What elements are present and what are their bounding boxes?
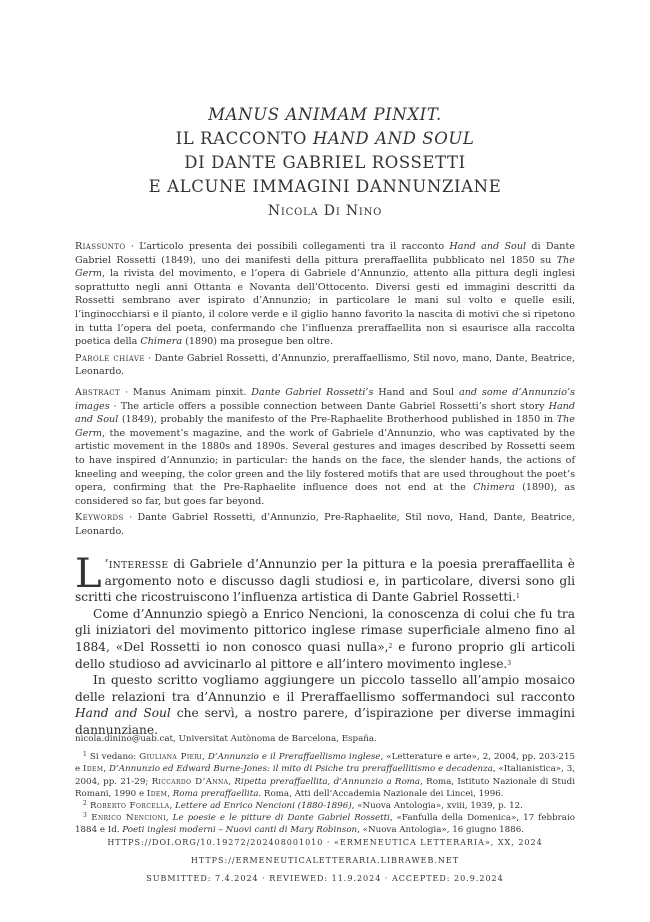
submission-dates: SUBMITTED: 7.4.2024 · REVIEWED: 11.9.2024 · ACCEPTED: 20.9.2024: [146, 874, 504, 883]
footnote-work: D’Annunzio e il Preraffaellismo inglese: [207, 752, 381, 763]
title-line-2-roman: IL RACCONTO: [175, 129, 313, 148]
footnote-number: 3: [83, 812, 87, 820]
footnote-work: Ripetta preraffaellita, d’Annunzio a Roma: [234, 776, 421, 787]
body-paragraph-2-text-b: e furono proprio gli articoli dello studioso ad avvicinarlo al pittore e all’intero movimento inglese.: [75, 639, 575, 671]
footnote-text: ,: [103, 764, 109, 775]
parole-chiave-text: · Dante Gabriel Rossetti, d’Annunzio, preraffaellismo, Stil novo, mano, Dante, Beatrice, Leonardo.: [75, 352, 575, 378]
riassunto-text: , la rivista del movimento, e l’opera di Gabriele d’Annunzio, attento alla pittura degli inglesi soprattutto negli anni Ottanta e Novanta dell’Ottocento. Diversi gesti ed immagini descritti da Rossetti sembrano aver ispirato d’Annunzio; in particolare le mani sul volto e quelle esili, l’inginocchiarsi e il pianto, il colore verde e il giglio hanno favorito la nascita di motivi che si ripetono in tutta l’opera del poeta, confermando che l’influenza preraffaellita non si esaurisce alla raccolta poetica della: [75, 268, 575, 348]
keywords-text: · Dante Gabriel Rossetti, d’Annunzio, Pre-Raphaelite, Stil novo, Hand, Dante, Beatrice, Leonardo.: [75, 512, 575, 537]
riassunto-text: (1890) ma prosegue ben oltre.: [182, 336, 334, 348]
keywords-label: Keywords: [75, 512, 124, 524]
footnote-number: 1: [83, 751, 87, 759]
footnote-text: . Roma, Atti dell’Accademia Nazionale dei Lincei, 1996.: [258, 788, 504, 799]
article-title: [0, 103, 650, 199]
author-email: nicola.dinino@uab.cat, Universitat Autònoma de Barcelona, España.: [75, 734, 377, 744]
abstract-text: (1890), as considered so far, but goes far beyond.: [75, 482, 575, 507]
footnote-work: Roma preraffaellita: [172, 788, 259, 799]
abstract-italic: Hand and Soul: [75, 400, 575, 426]
footnote-text: ,: [169, 801, 176, 812]
body-paragraph-2: [75, 606, 575, 672]
riassunto-text: di Dante Gabriel Rossetti (1849), uno dei manifesti della pittura preraffaellita pubblicato nel 1850 su: [75, 241, 576, 266]
footnote-author: Roberto Forcella: [86, 801, 170, 812]
riassunto-italic: Chimera: [140, 336, 183, 348]
footnote-text: , «Italianistica», 3, 2004, pp. 21-29;: [75, 764, 575, 787]
footnote-author: Enrico Nencioni: [86, 813, 166, 824]
riassunto-italic: Hand and Soul: [449, 241, 527, 252]
doi-line[interactable]: HTTPS://DOI.ORG/10.19272/202408001010 · «ERMENEUTICA LETTERARIA», XX, 2024: [107, 838, 543, 847]
footnote-ref-1[interactable]: 1: [516, 593, 520, 601]
keywords-paragraph: [75, 511, 575, 538]
footnote-author: Riccardo D’Anna: [151, 776, 229, 787]
footnote-text: ,: [165, 813, 173, 824]
footnote-number: 2: [83, 800, 87, 808]
title-line-3: DI DANTE GABRIEL ROSSETTI: [184, 153, 466, 172]
footnote-text: , «Fanfulla della Domenica», 17 febbraio 1884 e Id.: [75, 813, 575, 836]
body-text: [75, 551, 575, 739]
footnote-work: Lettere ad Enrico Nencioni (1880-1896): [175, 801, 352, 812]
riassunto-label: Riassunto: [75, 241, 126, 252]
english-abstract: [75, 386, 575, 539]
footnotes: [75, 733, 575, 837]
journal-url[interactable]: HTTPS://ERMENEUTICALETTERARIA.LIBRAWEB.NET: [190, 856, 460, 865]
abstract-italic: Chimera: [473, 482, 515, 494]
footnote-work: Le poesie e le pitture di Dante Gabriel Rossetti: [172, 813, 390, 824]
drop-cap: L: [75, 551, 102, 597]
lead-small-caps: ’interesse: [104, 557, 169, 571]
title-line-2: [0, 127, 650, 151]
footnote-3: [75, 812, 575, 836]
footnote-text: ,: [202, 752, 208, 763]
body-paragraph-3: [75, 672, 575, 738]
parole-chiave-label: Parole chiave: [75, 352, 145, 364]
footnote-ref-3[interactable]: 3: [507, 659, 512, 667]
footnote-text: ,: [167, 788, 173, 799]
parole-chiave-paragraph: [75, 352, 575, 379]
footnote-work: Poeti inglesi moderni – Nuovi canti di Mary Robinson: [122, 825, 358, 836]
italian-abstract: [75, 240, 575, 379]
body-paragraph-2-text: Come d’Annunzio spiegò a Enrico Nencioni, la conoscenza di colui che fu tra gli iniziatori del movimento pittorico inglese rimase superficiale almeno fino al 1884, «Del Rossetti io non conosco quasi nulla»,: [75, 606, 575, 654]
abstract-italic: Dante Gabriel Rossetti’s: [251, 387, 374, 398]
footnote-text: , «Nuova Antologia», xviii, 1939, p. 12.: [351, 801, 523, 812]
footnote-text: , «Letterature e arte», 2, 2004, pp. 203-215 e: [75, 752, 576, 775]
footnote-1: [75, 751, 575, 800]
author-name: Nicola Di Nino: [267, 203, 383, 219]
abstract-paragraph: [75, 386, 575, 508]
body-paragraph-3-text-b: che servì, a nostro parere, d’ispirazione per diverse immagini dannunziane.: [75, 706, 575, 737]
footnote-ref-2[interactable]: 2: [388, 642, 393, 650]
abstract-text: (1849), probably the manifesto of the Pre-Raphaelite Brotherhood published in 1850 in: [118, 414, 557, 426]
abstract-label: Abstract: [75, 387, 121, 398]
riassunto-italic: The Germ: [75, 254, 575, 280]
body-paragraph-3-italic: Hand and Soul: [75, 706, 171, 721]
title-line-1: MANUS ANIMAM PINXIT.: [208, 105, 442, 124]
abstract-text: · Manus Animam pinxit.: [120, 387, 252, 398]
body-paragraph-1: [75, 551, 575, 606]
footnote-text: , Roma, Istituto Nazionale di Studi Romani, 1990 e: [75, 776, 575, 799]
abstract-text: · The article offers a possible connection between Dante Gabriel Rossetti’s short story: [109, 400, 549, 412]
footnote-text: ,: [228, 776, 235, 787]
title-line-4: E ALCUNE IMMAGINI DANNUNZIANE: [148, 177, 502, 196]
abstract-text: , the movement’s magazine, and the work of Gabriele d’Annunzio, who was captivated by the artistic movement in the 1880s and 1890s. Several gestures and images described by Rossetti seem to have inspired d’Annunzio; in particular: the hands on the face, the slender hands, the actions of kneeling and weeping, the color green and the lily fostered motifs that are used throughout the poet’s opera, confirming that the Pre-Raphaelite influence does not end at the: [75, 427, 575, 494]
title-line-2-italic: HAND AND SOUL: [312, 129, 475, 148]
body-paragraph-1-text: di Gabriele d’Annunzio per la pittura e la poesia preraffaellita è argomento noto e discusso dagli studiosi e, in particolare, diversi sono gli scritti che ricostruiscono l’influenza artistica di Dante Gabriel Rossetti.: [75, 557, 575, 605]
footnote-2: [75, 800, 575, 812]
body-paragraph-3-text: In questo scritto vogliamo aggiungere un piccolo tassello all’ampio mosaico delle relazioni tra d’Annunzio e il Preraffaellismo soffermandoci sul racconto: [75, 673, 575, 704]
footnote-author: Idem: [83, 764, 104, 775]
footnote-text: , «Nuova Antologia», 16 giugno 1886.: [357, 825, 524, 836]
footnote-work: D’Annunzio ed Edward Burne-Jones: il mito di Psiche tra preraffaellitismo e decadenza: [108, 764, 493, 775]
footnote-author: Giuliana Pieri: [139, 752, 203, 763]
abstract-text: Hand and Soul: [373, 387, 459, 398]
riassunto-text: · L’articolo presenta dei possibili collegamenti tra il racconto: [125, 241, 450, 252]
footnote-text: Si vedano:: [86, 752, 140, 763]
abstract-italic: The Germ: [75, 414, 575, 439]
riassunto-paragraph: [75, 240, 575, 349]
footnote-author: Idem: [146, 788, 168, 799]
abstract-italic: and some d’Annunzio’s images: [75, 387, 575, 412]
